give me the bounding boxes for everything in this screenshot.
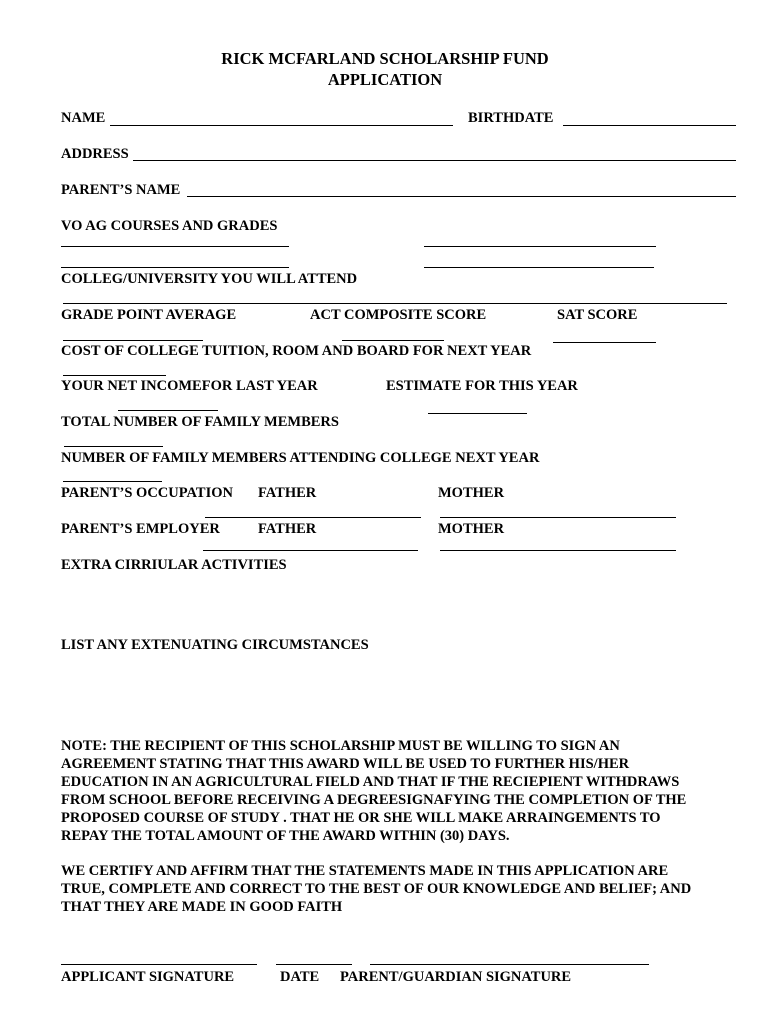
applicant-signature-label: APPLICANT SIGNATURE (61, 969, 235, 985)
act-label: ACT COMPOSITE SCORE (310, 307, 487, 323)
family-members-label: TOTAL NUMBER OF FAMILY MEMBERS (61, 414, 339, 430)
extra-curricular-label: EXTRA CIRRIULAR ACTIVITIES (61, 557, 287, 573)
family-members-field[interactable] (64, 446, 163, 447)
name-label: NAME (61, 110, 106, 126)
net-income-field[interactable] (118, 410, 218, 411)
address-label: ADDRESS (61, 146, 129, 162)
employer-mother-label: MOTHER (438, 521, 505, 537)
cost-label: COST OF COLLEGE TUITION, ROOM AND BOARD FOR NEXT YEAR (61, 343, 532, 359)
note-paragraph: NOTE: THE RECIPIENT OF THIS SCHOLARSHIP MUST BE WILLING TO SIGN AN AGREEMENT STATING THAT THIS AWARD WILL BE USED TO FURTHER HIS/HER EDUCATION IN AN AGRICULTURAL FIELD AND THAT IF THE RECIEPIENT WITHDRAWS FROM SCHOOL BEFORE RECEIVING A DEGREESIGNAFYING THE COMPLETION OF THE PROPOSED COURSE OF STUDY . THAT HE OR SHE WILL MAKE ARRAINGEMENTS TO REPAY THE TOTAL AMOUNT OF THE AWARD WITHIN (30) DAYS. (61, 738, 687, 844)
date-label: DATE (280, 969, 320, 985)
estimate-field[interactable] (428, 413, 527, 414)
attending-label: NUMBER OF FAMILY MEMBERS ATTENDING COLLEGE NEXT YEAR (61, 450, 540, 466)
vo-ag-label: VO AG COURSES AND GRADES (61, 218, 278, 234)
college-field[interactable] (63, 303, 727, 304)
occupation-father-field[interactable] (205, 517, 421, 518)
date-field[interactable] (276, 964, 352, 965)
extenuating-area[interactable] (61, 658, 736, 730)
gpa-label: GRADE POINT AVERAGE (61, 307, 237, 323)
occupation-mother-field[interactable] (440, 517, 676, 518)
extenuating-label: LIST ANY EXTENUATING CIRCUMSTANCES (61, 637, 369, 653)
sat-field[interactable] (553, 342, 656, 343)
occupation-mother-label: MOTHER (438, 485, 505, 501)
occupation-label: PARENT’S OCCUPATION (61, 485, 233, 501)
gpa-field[interactable] (63, 340, 203, 341)
form-subtitle: APPLICATION (327, 70, 443, 89)
vo-ag-field-3[interactable] (61, 267, 289, 268)
employer-father-label: FATHER (258, 521, 317, 537)
address-field[interactable] (133, 160, 736, 161)
employer-mother-field[interactable] (440, 550, 676, 551)
name-field[interactable] (110, 125, 453, 126)
form-title: RICK MCFARLAND SCHOLARSHIP FUND (221, 49, 549, 68)
parents-name-label: PARENT’S NAME (61, 182, 181, 198)
parent-signature-label: PARENT/GUARDIAN SIGNATURE (340, 969, 572, 985)
employer-label: PARENT’S EMPLOYER (61, 521, 220, 537)
occupation-father-label: FATHER (258, 485, 317, 501)
parents-name-field[interactable] (187, 196, 736, 197)
college-label: COLLEG/UNIVERSITY YOU WILL ATTEND (61, 271, 358, 287)
parent-signature-field[interactable] (370, 964, 649, 965)
attending-field[interactable] (63, 481, 162, 482)
vo-ag-field-2[interactable] (424, 246, 656, 247)
act-field[interactable] (342, 340, 444, 341)
applicant-signature-field[interactable] (61, 964, 257, 965)
vo-ag-field-4[interactable] (424, 267, 654, 268)
birthdate-label: BIRTHDATE (468, 110, 554, 126)
extra-curricular-area[interactable] (61, 578, 736, 630)
employer-father-field[interactable] (203, 550, 418, 551)
certify-paragraph: WE CERTIFY AND AFFIRM THAT THE STATEMENTS MADE IN THIS APPLICATION ARE TRUE, COMPLETE AND CORRECT TO THE BEST OF OUR KNOWLEDGE AND BELIEF; AND THAT THEY ARE MADE IN GOOD FAITH (61, 863, 692, 915)
vo-ag-field-1[interactable] (61, 246, 289, 247)
cost-field[interactable] (63, 375, 166, 376)
birthdate-field[interactable] (563, 125, 736, 126)
net-income-label: YOUR NET INCOMEFOR LAST YEAR (61, 378, 318, 394)
estimate-label: ESTIMATE FOR THIS YEAR (386, 378, 578, 394)
sat-label: SAT SCORE (557, 307, 638, 323)
